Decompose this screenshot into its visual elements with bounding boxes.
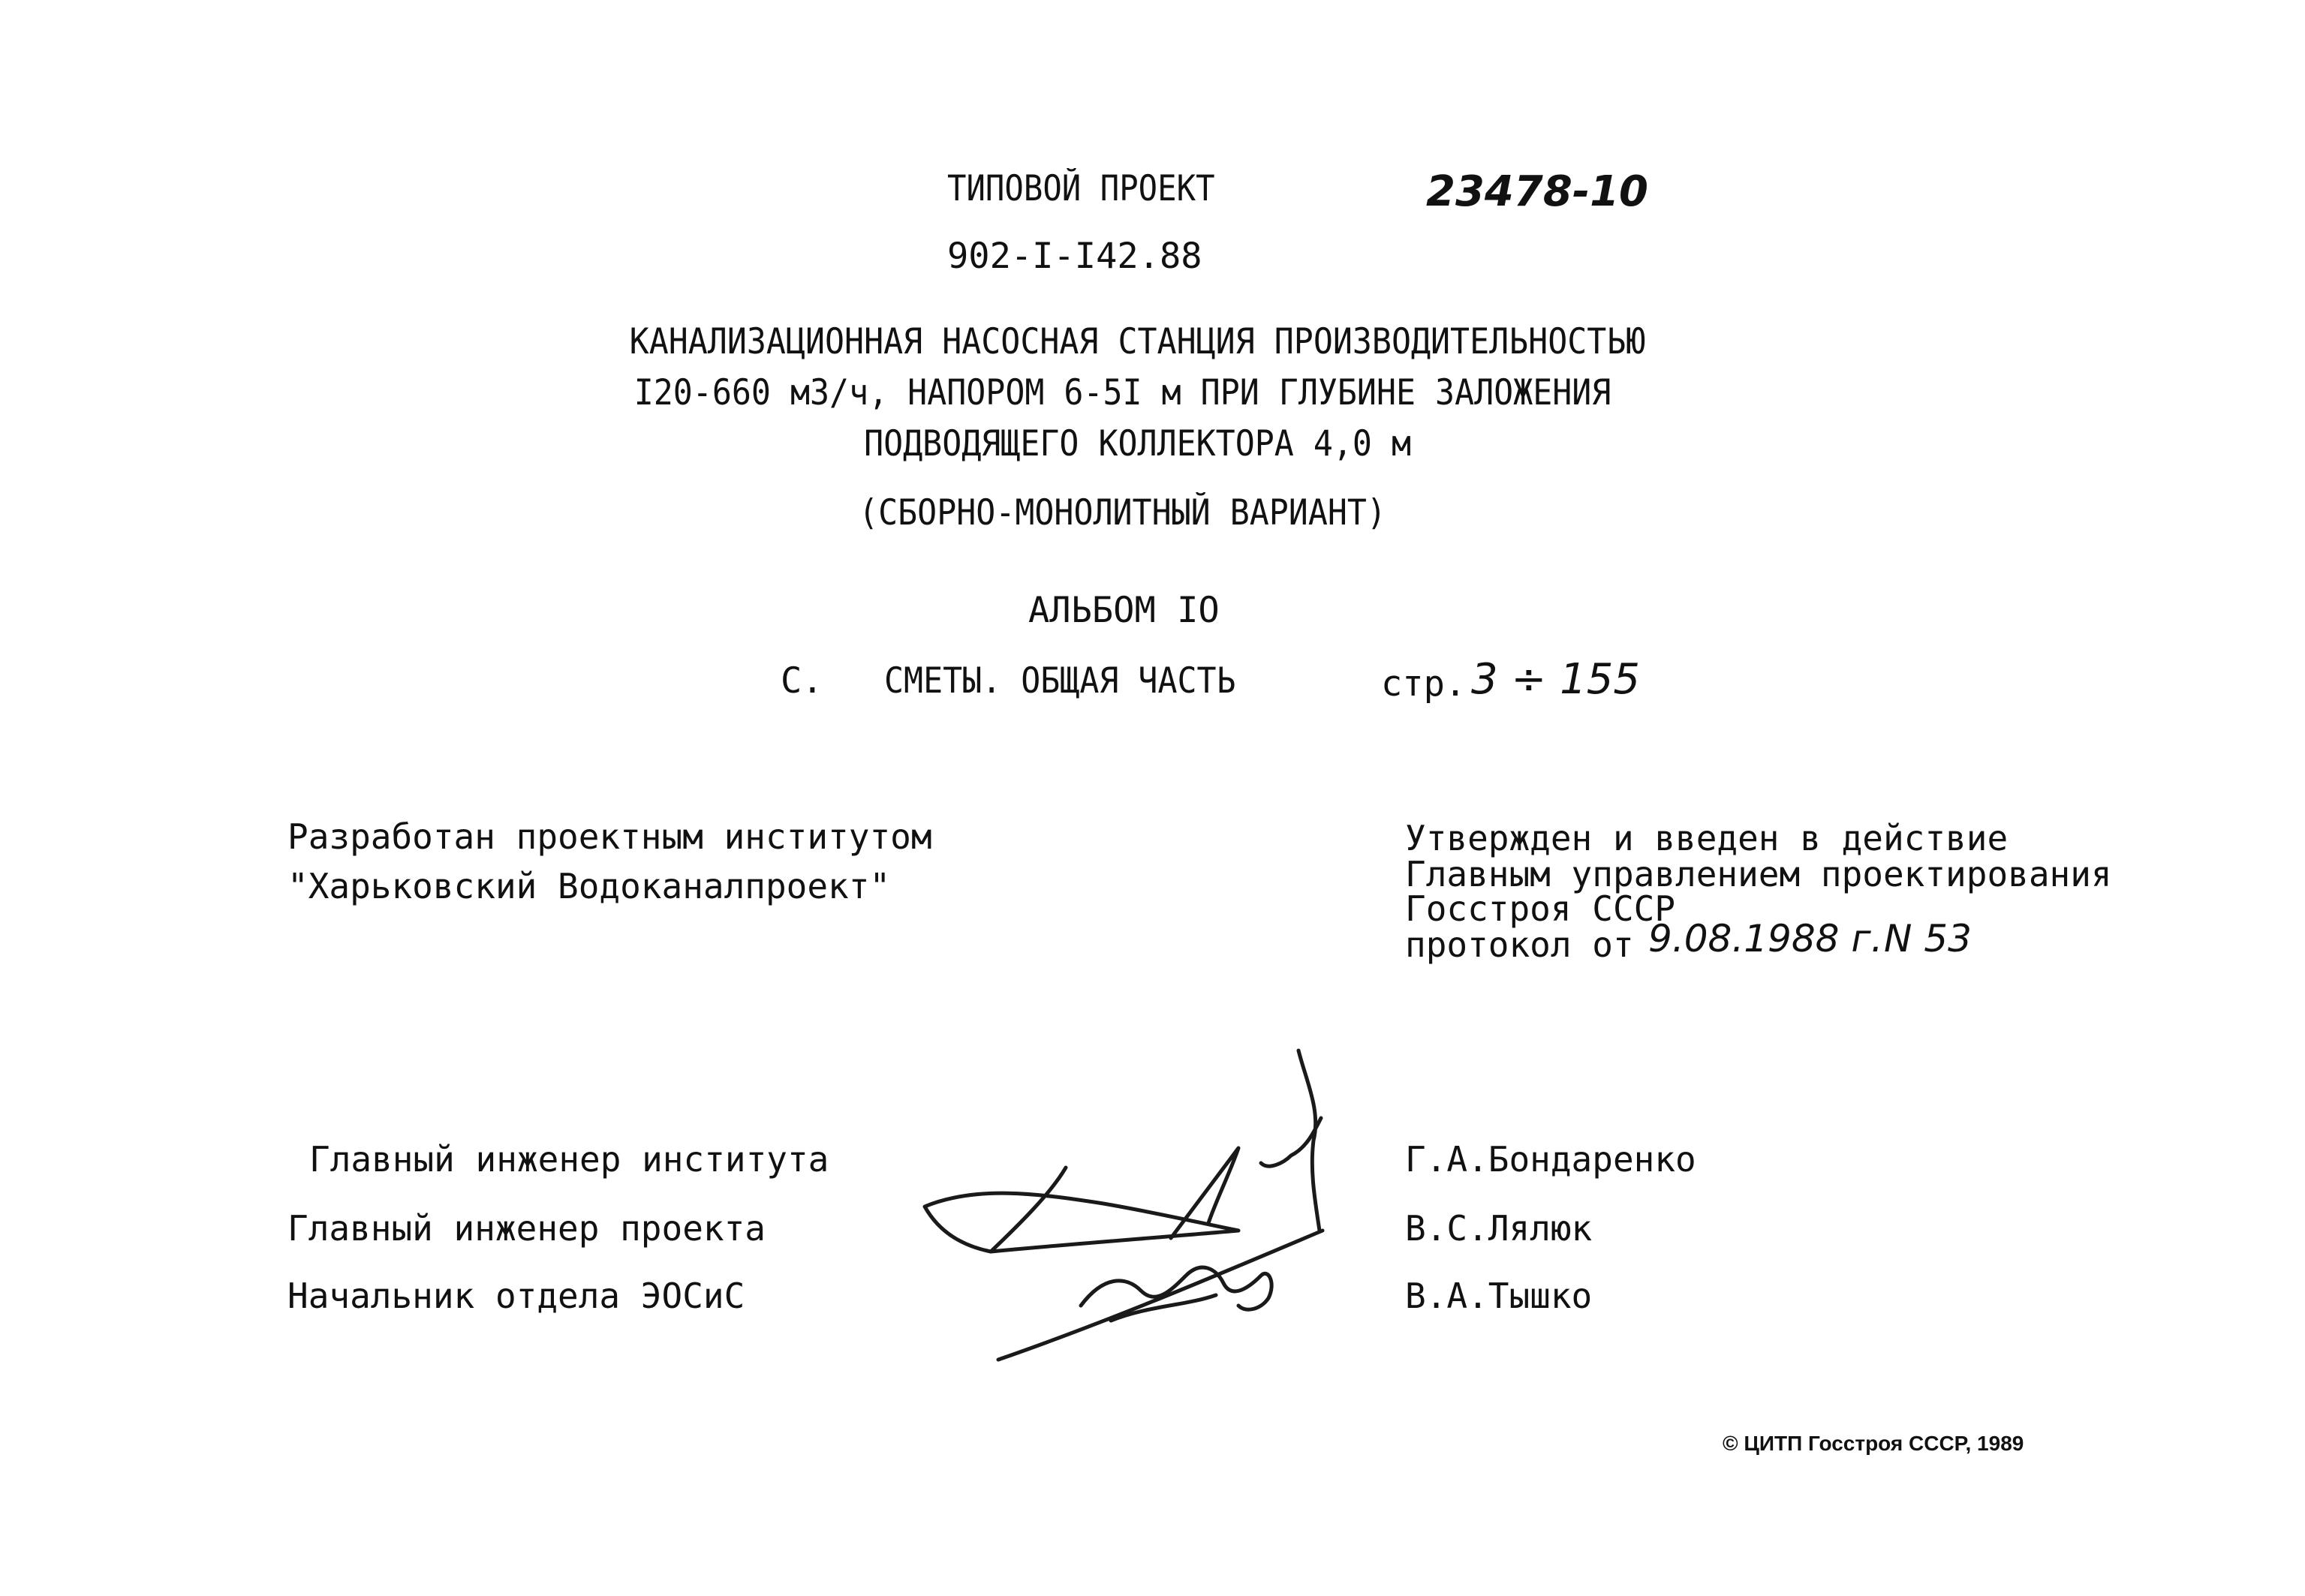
- section-title: СМЕТЫ. ОБЩАЯ ЧАСТЬ: [884, 660, 1236, 702]
- album-label: АЛЬБОМ IO: [1028, 590, 1220, 631]
- title-line-1: КАНАЛИЗАЦИОННАЯ НАСОСНАЯ СТАНЦИЯ ПРОИЗВОДИТЕЛЬНОСТЬЮ: [629, 321, 1646, 362]
- signatory-role: Главный инженер проекта: [287, 1208, 766, 1249]
- signatory-name: Г.А.Бондаренко: [1405, 1139, 1696, 1180]
- approval-line-1: Утвержден и введен в действие: [1405, 818, 2009, 858]
- signature-stroke: [925, 1193, 1238, 1252]
- section-letter: С.: [781, 660, 823, 702]
- title-variant: (СБОРНО-МОНОЛИТНЫЙ ВАРИАНТ): [859, 492, 1386, 534]
- project-code: 902-I-I42.88: [947, 236, 1202, 277]
- approval-number: N 53: [1884, 917, 1972, 960]
- title-line-2: I20-660 м3/ч, НАПОРОМ 6-5I м ПРИ ГЛУБИНЕ ЗАЛОЖЕНИЯ: [633, 372, 1611, 413]
- approval-line-2: Главным управлением проектирования: [1405, 854, 2112, 894]
- developer-line-1: Разработан проектным институтом: [287, 816, 932, 857]
- signature-stroke: [991, 1168, 1066, 1252]
- title-line-3: ПОДВОДЯЩЕГО КОЛЛЕКТОРА 4,0 м: [864, 423, 1412, 464]
- approval-line-4-prefix: протокол от: [1405, 924, 1634, 965]
- pages-label: стр.: [1381, 663, 1467, 705]
- approval-date: 9.08.1988 г.: [1648, 917, 1883, 960]
- signatory-role: Главный инженер института: [309, 1139, 829, 1180]
- signatory-name: В.А.Тышко: [1405, 1276, 1593, 1316]
- signatory-name: В.С.Лялюк: [1405, 1208, 1593, 1249]
- header-label: ТИПОВОЙ ПРОЕКТ: [947, 168, 1215, 209]
- handwritten-project-number: 23478-10: [1426, 167, 1648, 216]
- copyright-footer: © ЦИТП Госстроя СССР, 1989: [1723, 1432, 2024, 1455]
- pages-value: 3 ÷ 155: [1471, 655, 1641, 704]
- signatory-role: Начальник отдела ЭОСиС: [287, 1276, 745, 1316]
- developer-line-2: "Харьковский Водоканалпроект": [287, 866, 891, 906]
- approval-line-3: Госстроя СССР: [1405, 888, 1676, 929]
